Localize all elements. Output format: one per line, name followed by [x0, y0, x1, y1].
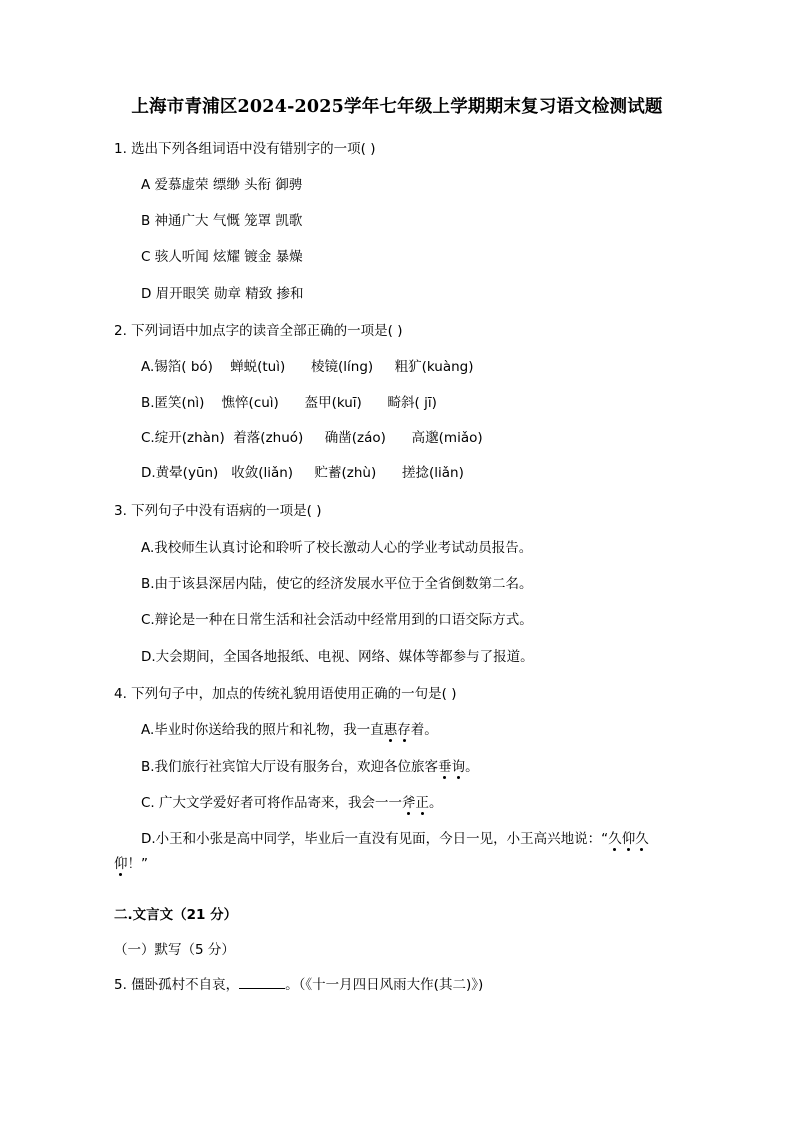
question-4-option-c: [141, 793, 443, 813]
option-text: A.毕业时你送给我的照片和礼物，我一直: [141, 722, 384, 738]
question-2-option-a: A.锡箔( bó) 蝉蜕(tuì) 棱镜(líng) 粗犷(kuàng): [141, 359, 474, 375]
option-text: 。: [465, 759, 479, 775]
dotted-char: 惠: [383, 722, 398, 738]
answer-blank[interactable]: [239, 976, 285, 989]
option-text: C. 广大文学爱好者可将作品寄来，我会一一: [141, 795, 403, 811]
question-2-option-b: B.匿笑(nì) 憔悴(cuì) 盔甲(kuī) 畸斜( jī): [141, 395, 437, 411]
option-text: ！”: [127, 856, 148, 872]
question-text: 。（《十一月四日风雨大作(其二)》): [285, 977, 484, 993]
dotted-char: 存: [397, 722, 411, 738]
question-4-option-b: [141, 757, 479, 777]
dotted-char: 询: [451, 759, 466, 775]
question-4-option-d-continued: [114, 854, 148, 874]
question-3-option-c: C.辩论是一种在日常生活和社会活动中经常用到的口语交际方式。: [141, 612, 533, 628]
question-4-option-d: [141, 829, 649, 849]
question-2-stem: 2. 下列词语中加点字的读音全部正确的一项是( ): [114, 323, 403, 339]
question-2-option-d: D.黄晕(yūn) 收敛(liǎn) 贮蓄(zhù) 搓捻(liǎn): [141, 465, 464, 481]
question-3-option-a: A.我校师生认真讨论和聆听了校长激动人心的学业考试动员报告。: [141, 540, 533, 556]
question-4-option-a: [141, 720, 438, 740]
option-text: 着。: [410, 722, 438, 738]
dotted-char: 仰: [114, 856, 128, 872]
dotted-char: 正: [415, 795, 430, 811]
question-3-option-d: D.大会期间，全国各地报纸、电视、网络、媒体等都参与了报道。: [141, 649, 534, 665]
subsection-heading: （一）默写（5 分）: [114, 942, 235, 958]
question-1-option-b: B 神通广大 气慨 笼罩 凯歌: [141, 213, 303, 229]
dotted-char: 斧: [402, 795, 416, 811]
question-4-stem: 4. 下列句子中，加点的传统礼貌用语使用正确的一句是( ): [114, 686, 457, 702]
question-1-option-c: C 骇人听闻 炫耀 镀金 暴燥: [141, 249, 303, 265]
option-text: D.小王和小张是高中同学，毕业后一直没有见面，今日一见，小王高兴地说：“: [141, 831, 609, 847]
dotted-char: 久: [635, 831, 649, 847]
question-1-stem: 1. 选出下列各组词语中没有错别字的一项( ): [114, 141, 376, 157]
question-text: 5. 僵卧孤村不自哀，: [114, 977, 240, 993]
question-2-option-c: C.绽开(zhàn) 着落(zhuó) 确凿(záo) 高邈(miǎo): [141, 430, 483, 446]
option-text: B.我们旅行社宾馆大厅设有服务台，欢迎各位旅客: [141, 759, 439, 775]
question-1-option-d: D 眉开眼笑 勋章 精致 掺和: [141, 286, 304, 302]
question-3-stem: 3. 下列句子中没有语病的一项是( ): [114, 503, 322, 519]
section-heading: 二.文言文（21 分）: [114, 907, 238, 923]
dotted-char: 仰: [621, 831, 636, 847]
option-text: 。: [429, 795, 443, 811]
dotted-char: 垂: [438, 759, 452, 775]
question-1-option-a: A 爱慕虚荣 缥缈 头衔 御骋: [141, 177, 303, 193]
page-title: 上海市青浦区2024-2025学年七年级上学期期末复习语文检测试题: [131, 97, 663, 117]
question-5: [114, 975, 483, 995]
dotted-char: 久: [608, 831, 622, 847]
question-3-option-b: B.由于该县深居内陆，使它的经济发展水平位于全省倒数第二名。: [141, 576, 533, 592]
